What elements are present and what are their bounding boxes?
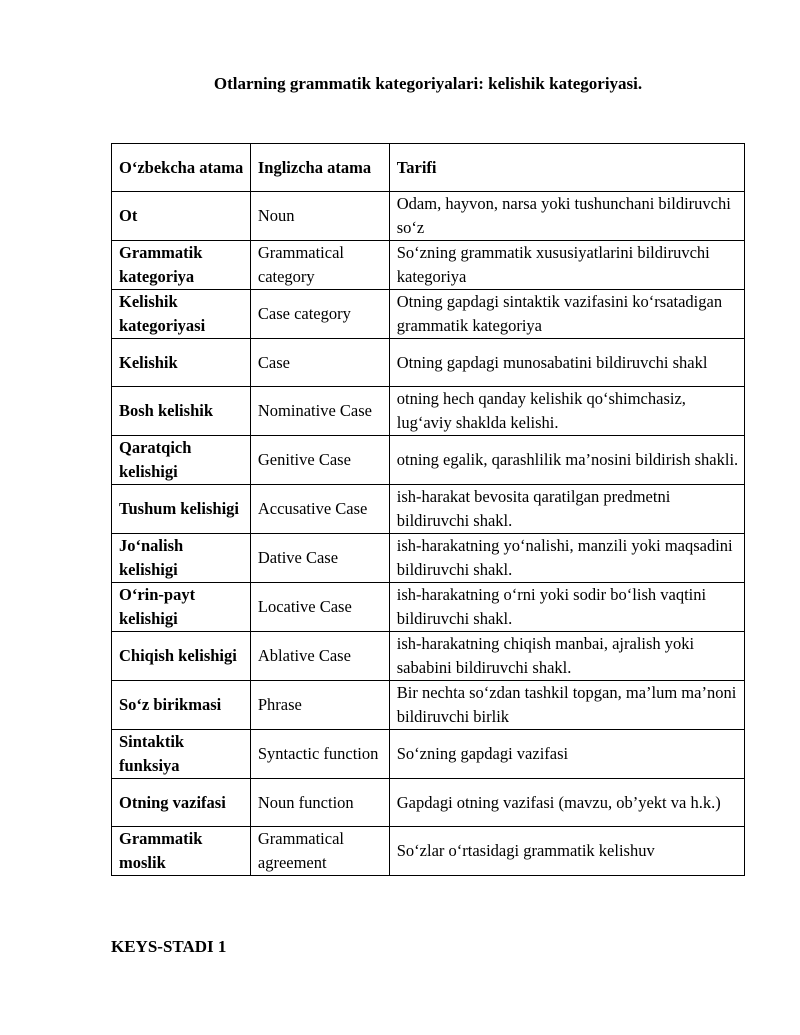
definition-cell: Otning gapdagi sintaktik vazifasini ko‘rsatadigan grammatik kategoriya <box>389 290 744 339</box>
english-term-cell: Noun <box>250 192 389 241</box>
uzbek-term-cell: Tushum kelishigi <box>112 485 251 534</box>
table-row <box>112 485 745 534</box>
english-term-cell: Grammatical category <box>250 241 389 290</box>
uzbek-term-cell: Qaratqich kelishigi <box>112 436 251 485</box>
uzbek-term-cell: Chiqish kelishigi <box>112 632 251 681</box>
english-term-cell: Dative Case <box>250 534 389 583</box>
definition-cell: So‘zning grammatik xususiyatlarini bildiruvchi kategoriya <box>389 241 744 290</box>
table-row <box>112 632 745 681</box>
uzbek-term-cell: Grammatik kategoriya <box>112 241 251 290</box>
english-term-cell: Phrase <box>250 681 389 730</box>
english-term-cell: Genitive Case <box>250 436 389 485</box>
definition-cell: So‘zlar o‘rtasidagi grammatik kelishuv <box>389 827 744 876</box>
uzbek-term-cell: Grammatik moslik <box>112 827 251 876</box>
table-header-row <box>112 144 745 192</box>
definition-cell: Otning gapdagi munosabatini bildiruvchi shakl <box>389 339 744 387</box>
table-row <box>112 387 745 436</box>
terms-table <box>111 143 745 876</box>
page-title: Otlarning grammatik kategoriyalari: kelishik kategoriyasi. <box>213 74 643 93</box>
uzbek-term-cell: Jo‘nalish kelishigi <box>112 534 251 583</box>
definition-cell: ish-harakatning chiqish manbai, ajralish yoki sababini bildiruvchi shakl. <box>389 632 744 681</box>
uzbek-term-cell: O‘rin-payt kelishigi <box>112 583 251 632</box>
header-uzbek-term: O‘zbekcha atama <box>112 144 251 192</box>
uzbek-term-cell: Ot <box>112 192 251 241</box>
table-row <box>112 681 745 730</box>
table-row <box>112 339 745 387</box>
definition-cell: Bir nechta so‘zdan tashkil topgan, ma’lum ma’noni bildiruvchi birlik <box>389 681 744 730</box>
uzbek-term-cell: Sintaktik funksiya <box>112 730 251 779</box>
table-row <box>112 730 745 779</box>
definition-cell: ish-harakatning yo‘nalishi, manzili yoki maqsadini bildiruvchi shakl. <box>389 534 744 583</box>
definition-cell: ish-harakatning o‘rni yoki sodir bo‘lish vaqtini bildiruvchi shakl. <box>389 583 744 632</box>
table-row <box>112 290 745 339</box>
definition-cell: So‘zning gapdagi vazifasi <box>389 730 744 779</box>
table-row <box>112 827 745 876</box>
definition-cell: otning hech qanday kelishik qo‘shimchasiz, lug‘aviy shaklda kelishi. <box>389 387 744 436</box>
english-term-cell: Nominative Case <box>250 387 389 436</box>
table-row <box>112 534 745 583</box>
uzbek-term-cell: Kelishik kategoriyasi <box>112 290 251 339</box>
definition-cell: Odam, hayvon, narsa yoki tushunchani bildiruvchi so‘z <box>389 192 744 241</box>
header-definition: Tarifi <box>389 144 744 192</box>
definition-cell: Gapdagi otning vazifasi (mavzu, ob’yekt va h.k.) <box>389 779 744 827</box>
uzbek-term-cell: So‘z birikmasi <box>112 681 251 730</box>
english-term-cell: Case <box>250 339 389 387</box>
table-row <box>112 583 745 632</box>
english-term-cell: Grammatical agreement <box>250 827 389 876</box>
header-english-term: Inglizcha atama <box>250 144 389 192</box>
table-row <box>112 241 745 290</box>
english-term-cell: Accusative Case <box>250 485 389 534</box>
uzbek-term-cell: Bosh kelishik <box>112 387 251 436</box>
english-term-cell: Case category <box>250 290 389 339</box>
uzbek-term-cell: Kelishik <box>112 339 251 387</box>
english-term-cell: Locative Case <box>250 583 389 632</box>
english-term-cell: Noun function <box>250 779 389 827</box>
english-term-cell: Ablative Case <box>250 632 389 681</box>
uzbek-term-cell: Otning vazifasi <box>112 779 251 827</box>
table-row <box>112 436 745 485</box>
table-row <box>112 779 745 827</box>
definition-cell: ish-harakat bevosita qaratilgan predmetni bildiruvchi shakl. <box>389 485 744 534</box>
definition-cell: otning egalik, qarashlilik ma’nosini bildirish shakli. <box>389 436 744 485</box>
section-heading: KEYS-STADI 1 <box>111 937 227 956</box>
table-row <box>112 192 745 241</box>
english-term-cell: Syntactic function <box>250 730 389 779</box>
